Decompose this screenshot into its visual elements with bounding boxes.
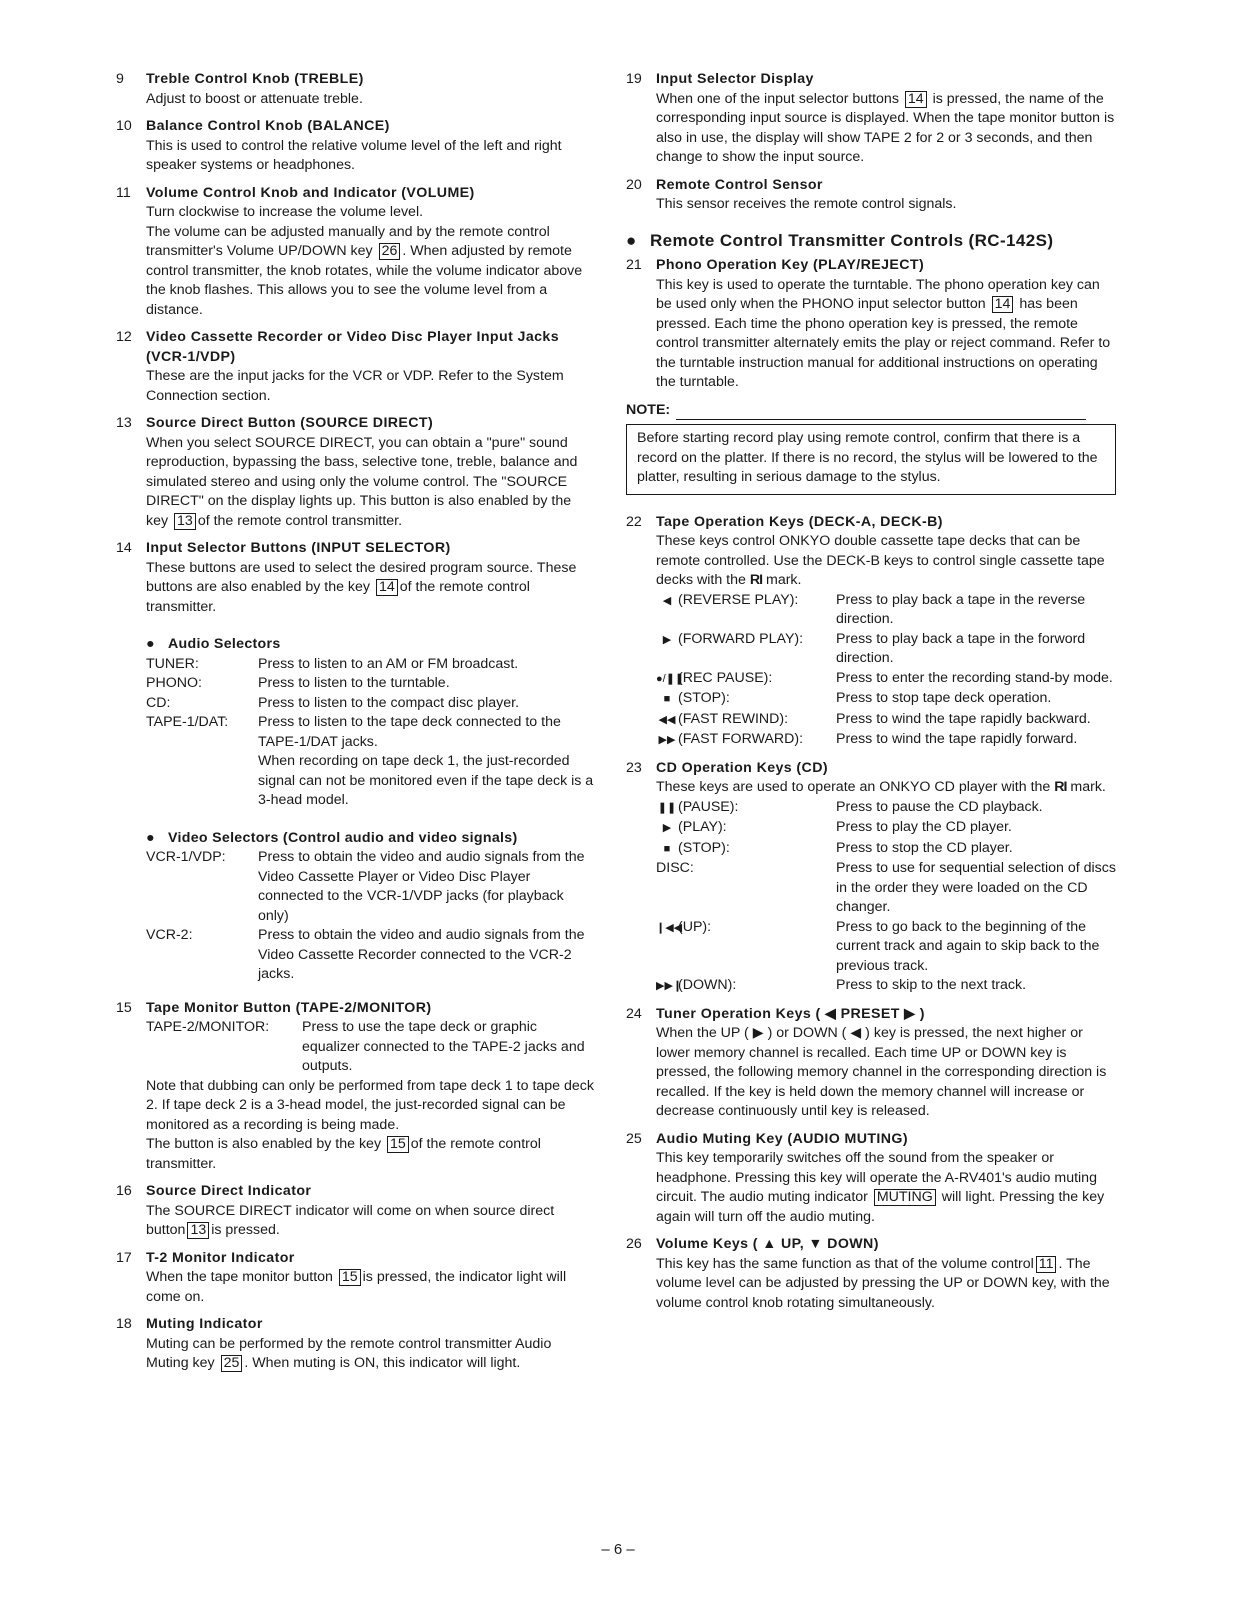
key-name: (REVERSE PLAY): [678, 591, 799, 608]
definition-row [146, 926, 596, 985]
subsection-heading [146, 635, 596, 655]
key-name: (DOWN): [678, 977, 737, 993]
text-part: . The volume level can be adjusted by pressing the UP or DOWN key, with the volume control knob rotating simultaneously. [656, 1255, 1110, 1311]
item-number: 23 [626, 759, 642, 776]
key-text: Press to wind the tape rapidly backward. [836, 710, 1091, 727]
stop-icon: ■ [663, 842, 671, 855]
forward-play-icon: ▶ [662, 633, 672, 646]
note-divider [676, 418, 1086, 420]
item-25 [626, 1130, 1116, 1228]
note-box [626, 424, 1116, 495]
key-text: Press to pause the CD playback. [836, 798, 1043, 815]
key-text: Press to wind the tape rapidly forward. [836, 731, 1078, 747]
item-number: 20 [626, 176, 642, 193]
item-text: When the UP ( ▶ ) or DOWN ( ◀ ) key is pressed, the next higher or lower memory channel is recalled. Each time UP or DOWN key is pressed, the following memory channel in the corresponding direction is recalled. If the key is held down the memory channel will increase or decrease continuously until key is released. [656, 1025, 1107, 1119]
text-part: has been pressed. Each time the phono operation key is pressed, the remote control transmitter alternately emits the play or reject command. Refer to the turntable instruction manual for additional instructions on operating the turntable. [656, 296, 1111, 390]
definition-text: Press to listen to the tape deck connected to the TAPE-1/DAT jacks. [258, 714, 561, 750]
item-15 [116, 999, 596, 1175]
item-26 [626, 1235, 1116, 1313]
skip-forward-icon: ▶▶❙ [656, 980, 683, 992]
key-row [656, 839, 1116, 860]
ri-logo: RI [749, 572, 763, 588]
item-text: This is used to control the relative volume level of the left and right speaker systems or headphones. [146, 137, 562, 173]
audio-selectors [146, 635, 596, 811]
reverse-play-icon: ◀ [662, 594, 672, 607]
item-text [146, 1202, 596, 1241]
text-part: This key is used to operate the turntable. The phono operation key can be used only when the PHONO input selector button [656, 276, 1100, 312]
text-part: This key temporarily switches off the sound from the speaker or headphone. Pressing this key will operate the A-RV401's audio muting circuit. The audio muting indicator [656, 1150, 1097, 1205]
bullet: ● [146, 636, 155, 652]
definition-term: VCR-1/VDP: [146, 849, 226, 865]
key-term [656, 918, 836, 977]
play-icon: ▶ [662, 822, 672, 834]
item-text [656, 90, 1116, 168]
key-row [656, 859, 1116, 918]
key-term [656, 798, 836, 819]
definition-text: Press to use the tape deck or graphic equalizer connected to the TAPE-2 jacks and outputs. [302, 1019, 585, 1074]
fast-forward-icon: ▶▶ [658, 734, 676, 746]
key-term [656, 818, 836, 839]
item-text [656, 778, 1116, 798]
text-part: of the remote control transmitter. [146, 579, 530, 615]
item-18 [116, 1315, 596, 1374]
key-reference: MUTING [874, 1189, 936, 1206]
item-text: Adjust to boost or attenuate treble. [146, 90, 363, 107]
text-part: The volume can be adjusted manually and by the remote control transmitter's Volume UP/DOWN key [146, 223, 550, 259]
item-number: 17 [116, 1249, 132, 1266]
item-17 [116, 1249, 596, 1308]
item-text [656, 1255, 1116, 1314]
text-part: The button is also enabled by the key [146, 1136, 382, 1152]
item-number: 11 [116, 184, 131, 201]
note-label [626, 401, 1116, 421]
pause-icon: ❚❚ [657, 801, 677, 814]
item-number: 14 [116, 540, 132, 556]
key-name: (REC PAUSE): [678, 669, 773, 686]
item-number: 21 [626, 257, 642, 273]
item-title: Input Selector Display [656, 71, 814, 87]
item-title: Tape Operation Keys (DECK-A, DECK-B) [656, 513, 943, 530]
video-selectors [146, 829, 596, 985]
item-number: 10 [116, 118, 132, 134]
text-part: mark. [1070, 779, 1106, 795]
key-text: Press to skip to the next track. [836, 977, 1027, 993]
definition-term: TUNER: [146, 655, 199, 672]
text-part: . When muting is ON, this indicator will light. [244, 1355, 521, 1371]
key-name: (STOP): [678, 839, 730, 856]
text-part: When the tape monitor button [146, 1269, 333, 1285]
key-name: (UP): [678, 918, 712, 935]
item-title: Video Cassette Recorder or Video Disc Player Input Jacks (VCR-1/VDP) [146, 329, 559, 365]
key-reference: 11 [1036, 1256, 1057, 1273]
key-row [656, 730, 1116, 751]
item-12 [116, 328, 596, 406]
key-name: (FORWARD PLAY): [678, 630, 804, 647]
key-name: (FAST REWIND): [678, 710, 789, 727]
definition-row [146, 848, 596, 926]
section-title: Remote Control Transmitter Controls (RC-142S) [650, 230, 1054, 250]
item-text [146, 223, 596, 321]
definition-term [146, 752, 258, 811]
definition-term: VCR-2: [146, 927, 193, 943]
item-title: Volume Control Knob and Indicator (VOLUME) [146, 184, 475, 201]
bullet: ● [626, 230, 637, 250]
key-term [656, 669, 836, 690]
text-part: This key has the same function as that of the volume control [656, 1255, 1034, 1272]
key-row [656, 630, 1116, 669]
definition-text: When recording on tape deck 1, the just-recorded signal can not be monitored even if the tape deck is a 3-head model. [258, 753, 594, 808]
subsection-heading [146, 829, 596, 849]
item-number: 13 [116, 415, 132, 431]
item-text [656, 1149, 1116, 1227]
item-number: 9 [116, 71, 124, 87]
definition-text: Press to obtain the video and audio signals from the Video Cassette Recorder connected to the VCR-2 jacks. [258, 927, 585, 982]
key-term [656, 839, 836, 860]
item-text: Turn clockwise to increase the volume level. [146, 204, 424, 220]
item-9 [116, 70, 596, 109]
text-part: Muting can be performed by the remote control transmitter Audio Muting key [146, 1335, 552, 1371]
item-13 [116, 414, 596, 531]
key-reference: 15 [387, 1136, 409, 1153]
key-row [656, 710, 1116, 731]
key-text: Press to stop tape deck operation. [836, 690, 1052, 706]
definition-term: CD: [146, 694, 171, 711]
item-number: 19 [626, 71, 642, 87]
definition-row [146, 752, 596, 811]
item-24 [626, 1005, 1116, 1122]
key-reference: 26 [379, 243, 401, 260]
page-number: – 6 – [601, 1541, 635, 1558]
key-name: (PLAY): [678, 819, 727, 835]
key-row [656, 918, 1116, 977]
item-text [146, 1268, 596, 1307]
definition-term: TAPE-2/MONITOR: [146, 1019, 270, 1035]
key-reference: 13 [187, 1222, 209, 1239]
item-number: 18 [116, 1316, 132, 1332]
item-title: CD Operation Keys (CD) [656, 759, 828, 776]
key-name: (PAUSE): [678, 798, 739, 815]
item-number: 26 [626, 1236, 642, 1252]
key-row [656, 591, 1116, 630]
key-row [656, 689, 1116, 710]
key-reference: 14 [992, 296, 1014, 313]
item-title: T-2 Monitor Indicator [146, 1249, 295, 1266]
text-part: . When adjusted by remote control transmitter, the knob rotates, while the volume indicator above the knob flashes. This allows you to see the volume level from a distance. [146, 243, 583, 318]
text-part: of the remote control transmitter. [197, 512, 403, 529]
key-row [656, 798, 1116, 819]
key-text: Press to stop the CD player. [836, 839, 1013, 856]
text-part: When you select SOURCE DIRECT, you can obtain a "pure" sound reproduction, bypassing the bass, selective tone, treble, balance and simulated stereo and using only the volume control. The "SOURCE DIRECT" on the display lights up. This button is also enabled by the key [146, 434, 578, 529]
text-part: is pressed, the name of the corresponding input source is displayed. When the tape monitor button is also in use, the display will show TAPE 2 for 2 or 3 seconds, and then change to show the input source. [656, 90, 1115, 165]
key-reference: 25 [221, 1355, 243, 1372]
text-part: These keys are used to operate an ONKYO CD player with the [656, 779, 1051, 795]
key-row [656, 976, 1116, 997]
fast-rewind-icon: ◀◀ [658, 713, 676, 726]
key-text: Press to go back to the beginning of the current track and again to skip back to the previous track. [836, 918, 1100, 974]
definition-term: TAPE-1/DAT: [146, 714, 229, 730]
item-text [656, 532, 1116, 591]
text-part: mark. [766, 572, 802, 588]
text-part: of the remote control transmitter. [146, 1136, 541, 1172]
key-reference: 13 [174, 513, 196, 530]
item-title: Source Direct Button (SOURCE DIRECT) [146, 415, 434, 431]
rec-pause-icon: ●/❚❚ [656, 672, 685, 685]
item-14 [116, 539, 596, 985]
definition-row [146, 674, 596, 694]
text-part: is pressed. [211, 1222, 280, 1238]
item-16 [116, 1182, 596, 1241]
text-part: These keys control ONKYO double cassette tape decks that can be remote controlled. Use the DECK-B keys to control single cassette tape decks with the [656, 533, 1105, 588]
item-10 [116, 117, 596, 176]
key-text: Press to use for sequential selection of discs in the order they were loaded on the CD changer. [836, 860, 1116, 915]
definition-row [146, 713, 596, 752]
key-reference: 15 [339, 1269, 361, 1286]
item-number: 16 [116, 1183, 132, 1199]
right-column [626, 70, 1116, 1321]
key-row [656, 818, 1116, 839]
definition-row [146, 694, 596, 714]
key-text: Press to play back a tape in the forword direction. [836, 630, 1086, 666]
bullet: ● [146, 829, 155, 846]
text-part: The SOURCE DIRECT indicator will come on when source direct button [146, 1202, 555, 1238]
item-text [146, 1135, 596, 1174]
ri-logo: RI [1054, 779, 1067, 795]
item-21 [626, 256, 1116, 393]
item-number: 24 [626, 1005, 642, 1022]
key-text: Press to play back a tape in the reverse direction. [836, 591, 1086, 627]
key-term [656, 730, 836, 751]
item-title: Treble Control Knob (TREBLE) [146, 71, 364, 87]
key-term [656, 859, 836, 918]
text-part: will light. Pressing the key again will turn off the audio muting. [656, 1189, 1105, 1225]
stop-icon: ■ [663, 693, 671, 705]
key-text: Press to play the CD player. [836, 819, 1012, 835]
key-reference: 14 [905, 91, 927, 108]
left-column [116, 70, 596, 1382]
key-name: (FAST FORWARD): [678, 731, 804, 747]
item-number: 22 [626, 513, 642, 530]
item-text: Note that dubbing can only be performed from tape deck 1 to tape deck 2. If tape deck 2 is a 3-head model, the just-recorded signal can be monitored as a recording is being made. [146, 1077, 594, 1133]
text-part: When one of the input selector buttons [656, 90, 899, 107]
item-number: 25 [626, 1130, 642, 1147]
item-text [146, 434, 596, 532]
key-term [656, 591, 836, 630]
definition-term: PHONO: [146, 675, 202, 691]
item-title: Muting Indicator [146, 1316, 263, 1332]
item-number: 12 [116, 329, 132, 345]
text-part: is pressed, the indicator light will come on. [146, 1269, 567, 1305]
note-label-text: NOTE: [626, 401, 671, 418]
subsection-title: Audio Selectors [168, 636, 281, 652]
key-row [656, 669, 1116, 690]
subsection-title: Video Selectors (Control audio and video signals) [168, 829, 518, 846]
definition-text: Press to listen to the compact disc player. [258, 694, 520, 711]
item-title: Remote Control Sensor [656, 176, 823, 193]
item-22 [626, 513, 1116, 751]
item-20 [626, 176, 1116, 215]
definition-text: Press to listen to the turntable. [258, 675, 450, 691]
item-title: Volume Keys ( ▲ UP, ▼ DOWN) [656, 1236, 879, 1252]
definition-text: Press to listen to an AM or FM broadcast. [258, 655, 519, 672]
item-title: Source Direct Indicator [146, 1183, 312, 1199]
key-text: Press to enter the recording stand-by mode. [836, 669, 1113, 686]
item-text [656, 276, 1116, 393]
definition-text: Press to obtain the video and audio signals from the Video Cassette Player or Video Disc Player connected to the VCR-1/VDP jacks (for playback only) [258, 849, 585, 924]
item-text [146, 1335, 596, 1374]
key-term [656, 689, 836, 710]
key-name: DISC: [656, 860, 694, 876]
definition-row [146, 655, 596, 675]
item-23 [626, 759, 1116, 997]
item-title: Tuner Operation Keys ( ◀ PRESET ▶ ) [656, 1005, 925, 1022]
key-term [656, 630, 836, 669]
item-title: Audio Muting Key (AUDIO MUTING) [656, 1130, 908, 1147]
item-text: These are the input jacks for the VCR or VDP. Refer to the System Connection section. [146, 368, 564, 404]
item-title: Phono Operation Key (PLAY/REJECT) [656, 257, 925, 273]
key-reference: 14 [376, 579, 398, 596]
text-part: These buttons are used to select the desired program source. These buttons are also enabled by the key [146, 559, 577, 595]
item-19 [626, 70, 1116, 168]
item-title: Balance Control Knob (BALANCE) [146, 118, 390, 134]
key-name: (STOP): [678, 690, 730, 706]
item-title: Input Selector Buttons (INPUT SELECTOR) [146, 540, 451, 556]
skip-back-icon: ❙◀◀ [656, 921, 683, 934]
definition-row [146, 1018, 596, 1077]
item-title: Tape Monitor Button (TAPE-2/MONITOR) [146, 999, 432, 1016]
note-text: Before starting record play using remote control, confirm that there is a record on the platter. If there is no record, the stylus will be lowered to the platter, resulting in serious damage to the stylus. [637, 430, 1098, 485]
item-text [146, 559, 596, 618]
item-number: 15 [116, 999, 132, 1016]
item-11 [116, 184, 596, 321]
section-heading [626, 231, 1116, 251]
item-text: This sensor receives the remote control signals. [656, 196, 957, 212]
key-term [656, 976, 836, 997]
key-term [656, 710, 836, 731]
